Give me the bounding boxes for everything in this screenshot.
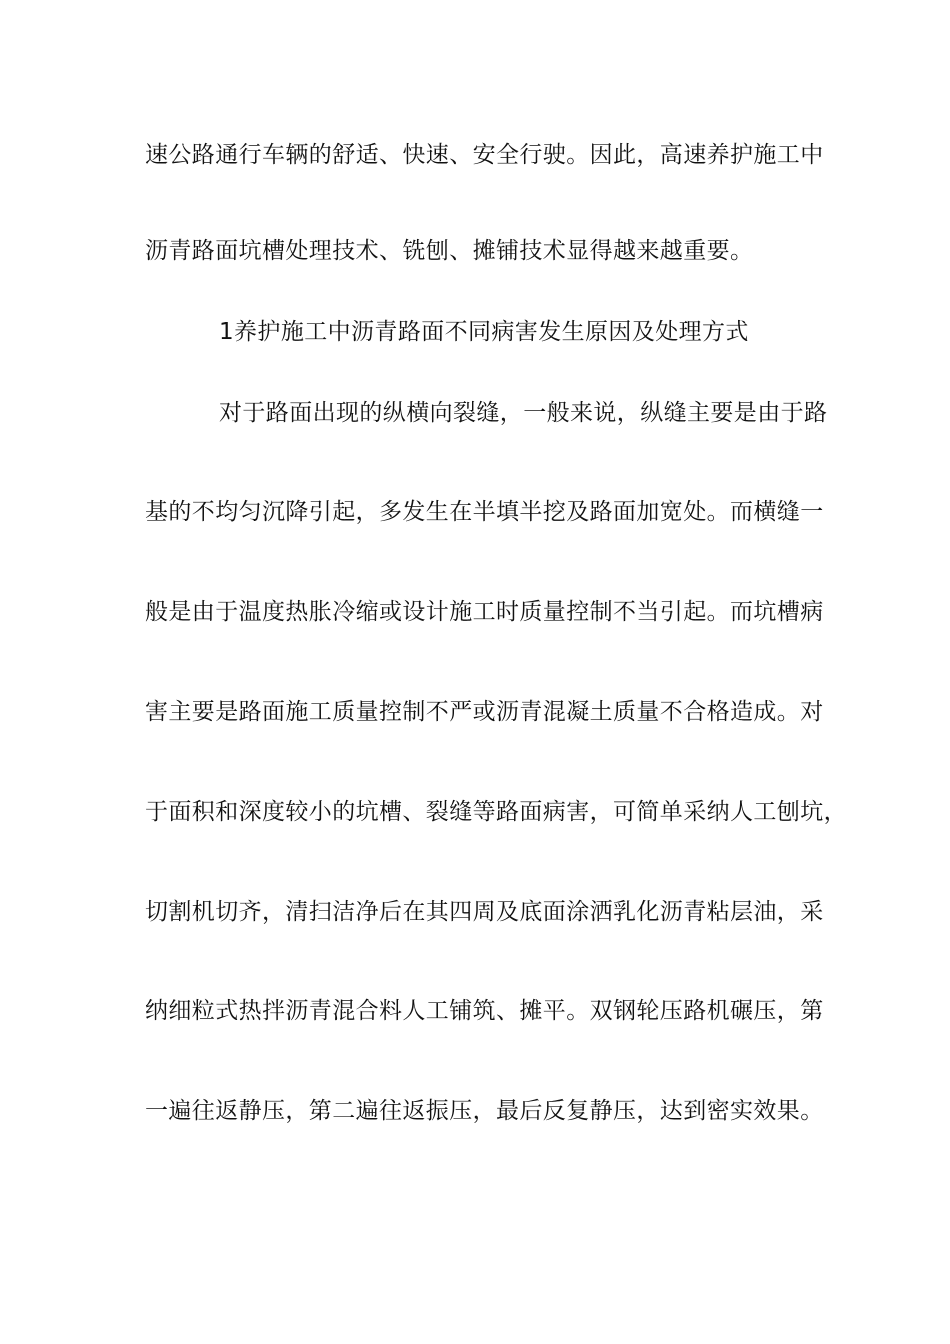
body-text-line: 般是由于温度热胀冷缩或设计施工时质量控制不当引起。而坑槽病 xyxy=(145,599,824,625)
body-text-line: 基的不均匀沉降引起，多发生在半填半挖及路面加宽处。而横缝一 xyxy=(145,499,824,525)
body-text-line: 速公路通行车辆的舒适、快速、安全行驶。因此，高速养护施工中 xyxy=(145,142,824,168)
section-heading: 1养护施工中沥青路面不同病害发生原因及处理方式 xyxy=(219,319,749,345)
body-text-line: 一遍往返静压，第二遍往返振压，最后反复静压，达到密实效果。 xyxy=(145,1098,824,1124)
body-text-line: 沥青路面坑槽处理技术、铣刨、摊铺技术显得越来越重要。 xyxy=(145,238,754,264)
body-text-line: 纳细粒式热拌沥青混合料人工铺筑、摊平。双钢轮压路机碾压，第 xyxy=(145,998,824,1024)
paragraph-first-line: 对于路面出现的纵横向裂缝，一般来说，纵缝主要是由于路 xyxy=(219,400,828,426)
body-text-line: 于面积和深度较小的坑槽、裂缝等路面病害，可简单采纳人工刨坑， xyxy=(145,799,847,825)
body-text-line: 害主要是路面施工质量控制不严或沥青混凝土质量不合格造成。对 xyxy=(145,699,824,725)
body-text-line: 切割机切齐，清扫洁净后在其四周及底面涂洒乳化沥青粘层油，采 xyxy=(145,899,824,925)
